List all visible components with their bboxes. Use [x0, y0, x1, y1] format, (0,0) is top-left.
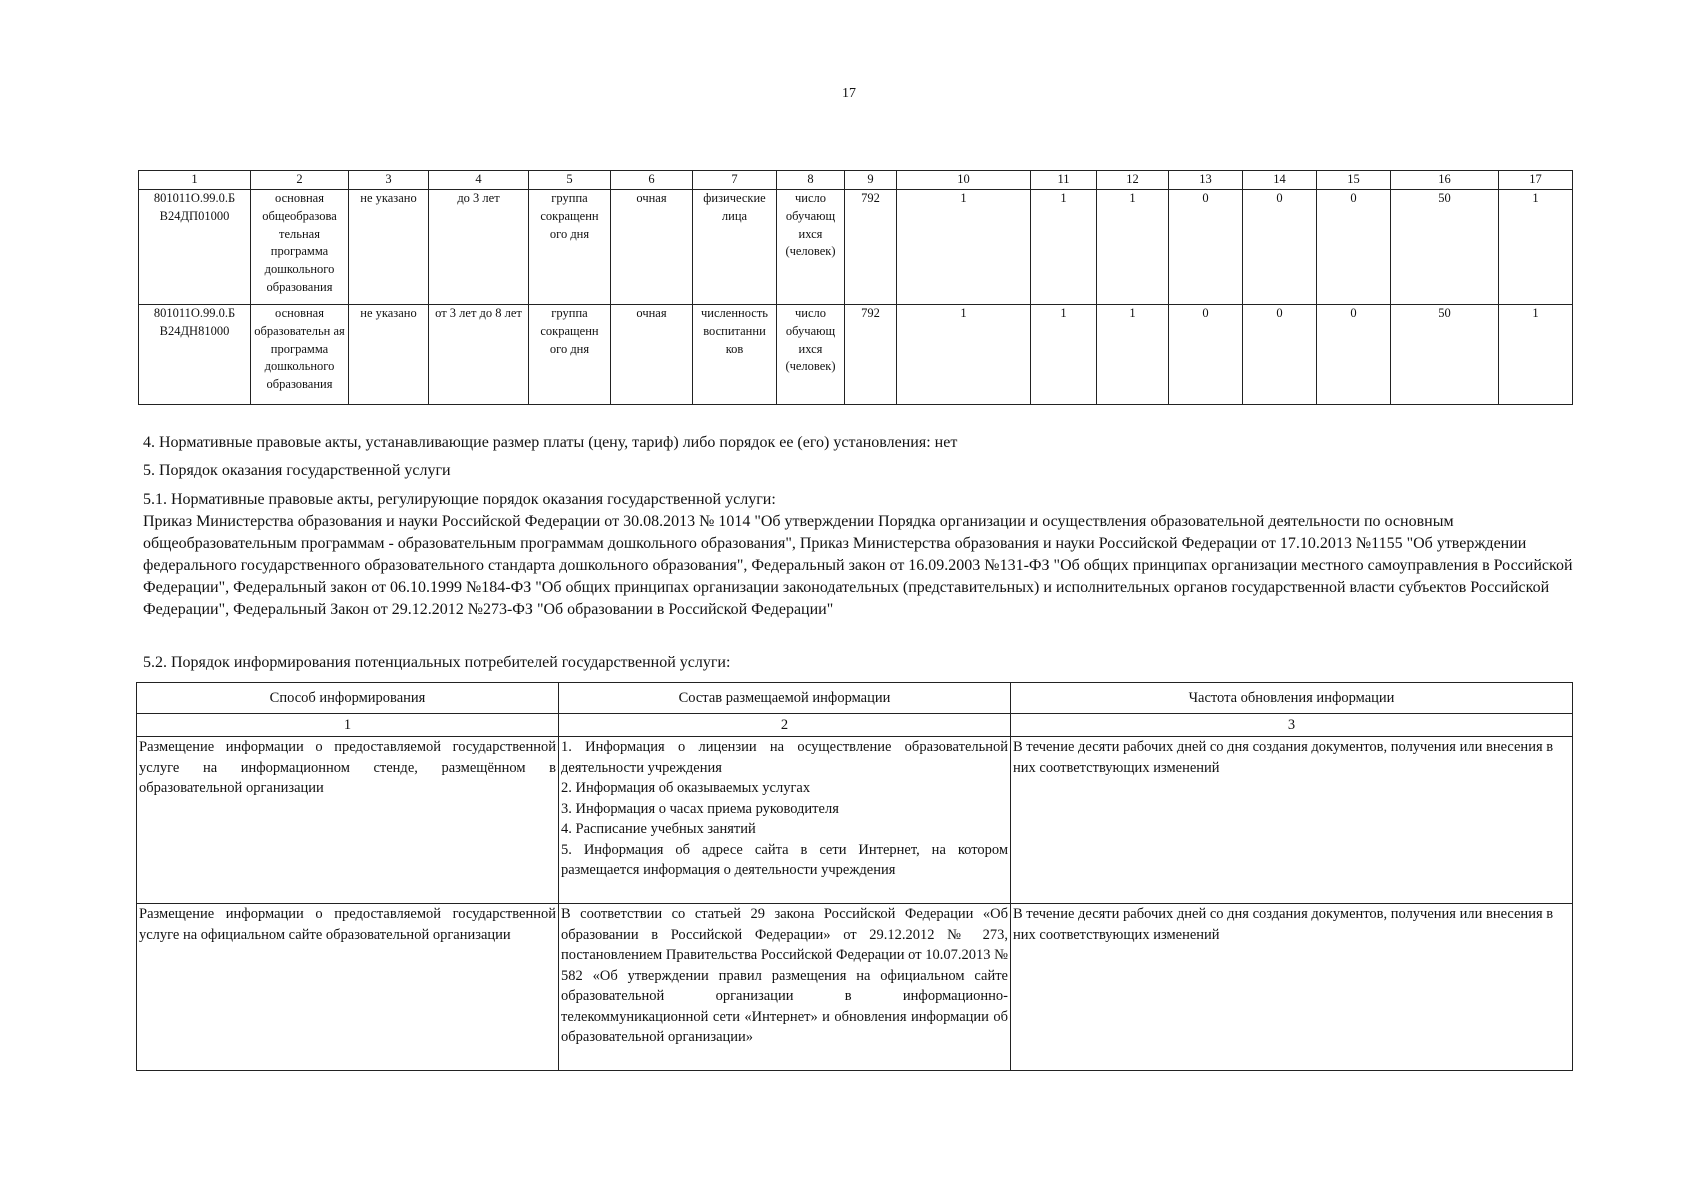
column-number: 1	[137, 714, 559, 737]
column-number: 15	[1317, 171, 1391, 190]
column-number: 2	[251, 171, 349, 190]
table-cell: 0	[1169, 305, 1243, 405]
table-cell: основная общеобразова тельная программа дошкольного образования	[251, 190, 349, 305]
table-cell: 50	[1391, 190, 1499, 305]
table-cell: 1	[1499, 190, 1573, 305]
page-number: 17	[842, 86, 856, 101]
table-cell: не указано	[349, 305, 429, 405]
table-cell: 1	[1031, 305, 1097, 405]
content-line: В соответствии со статьей 29 закона Российской Федерации «Об образовании в Российской Федерации» от 29.12.2012 № 273, постановлением Правительства Российской Федерации от 10.07.2013 № 582 «Об утверждении правил размещения на официальном сайте образовательной организации в информационно-телекоммуникационной сети «Интернет» и обновления информации об образовательной организации»	[561, 906, 1008, 1045]
table-cell: очная	[611, 190, 693, 305]
indicators-table	[138, 170, 1573, 405]
column-number: 16	[1391, 171, 1499, 190]
column-number: 1	[139, 171, 251, 190]
content-line: 1. Информация о лицензии на осуществление образовательной деятельности учреждения	[561, 739, 1008, 776]
table-cell: до 3 лет	[429, 190, 529, 305]
column-number: 11	[1031, 171, 1097, 190]
table-row	[139, 305, 1573, 405]
content-line: 4. Расписание учебных занятий	[561, 821, 756, 837]
column-number: 17	[1499, 171, 1573, 190]
column-number: 10	[897, 171, 1031, 190]
table-cell: 801011О.99.0.Б В24ДН81000	[139, 305, 251, 405]
header-method: Способ информирования	[137, 683, 559, 714]
table-cell: физические лица	[693, 190, 777, 305]
table-cell: 1	[1031, 190, 1097, 305]
table-row	[139, 190, 1573, 305]
table-cell: число обучающ ихся (человек)	[777, 190, 845, 305]
column-number: 7	[693, 171, 777, 190]
table-cell: 0	[1243, 190, 1317, 305]
table-cell: 0	[1243, 305, 1317, 405]
table-cell: от 3 лет до 8 лет	[429, 305, 529, 405]
column-number: 2	[559, 714, 1011, 737]
column-number: 8	[777, 171, 845, 190]
column-number: 9	[845, 171, 897, 190]
table-cell: 801011О.99.0.Б В24ДП01000	[139, 190, 251, 305]
table-cell: 0	[1317, 190, 1391, 305]
frequency-cell: В течение десяти рабочих дней со дня создания документов, получения или внесения в них соответствующих изменений	[1011, 737, 1573, 904]
content-line: 2. Информация об оказываемых услугах	[561, 780, 811, 796]
table-row	[137, 737, 1573, 904]
paragraph-4: 4. Нормативные правовые акты, устанавливающие размер платы (цену, тариф) либо порядок ее (его) установления: нет	[143, 434, 958, 451]
column-number: 4	[429, 171, 529, 190]
table-cell: 792	[845, 305, 897, 405]
method-cell: Размещение информации о предоставляемой государственной услуге на информационном стенде, размещённом в образовательной организации	[137, 737, 559, 904]
table-header-row	[139, 171, 1573, 190]
table-cell: число обучающ ихся (человек)	[777, 305, 845, 405]
table-cell: 1	[897, 305, 1031, 405]
table-cell: основная образовательн ая программа дошкольного образования	[251, 305, 349, 405]
table-cell: группа сокращенн ого дня	[529, 190, 611, 305]
paragraph-5-1: 5.1. Нормативные правовые акты, регулирующие порядок оказания государственной услуги:	[143, 491, 776, 508]
paragraph-5: 5. Порядок оказания государственной услуги	[143, 462, 451, 479]
content-cell	[559, 737, 1011, 904]
table-cell: 1	[1097, 190, 1169, 305]
table-cell: группа сокращенн ого дня	[529, 305, 611, 405]
paragraph-5-2: 5.2. Порядок информирования потенциальных потребителей государственной услуги:	[143, 654, 731, 671]
table-cell: 0	[1317, 305, 1391, 405]
table-number-row	[137, 714, 1573, 737]
informing-table	[136, 682, 1573, 1071]
column-number: 13	[1169, 171, 1243, 190]
table-cell: 0	[1169, 190, 1243, 305]
column-number: 12	[1097, 171, 1169, 190]
header-frequency: Частота обновления информации	[1011, 683, 1573, 714]
content-line: 5. Информация об адресе сайта в сети Интернет, на котором размещается информация о деятельности учреждения	[561, 841, 1008, 878]
header-content: Состав размещаемой информации	[559, 683, 1011, 714]
column-number: 3	[1011, 714, 1573, 737]
table-cell: не указано	[349, 190, 429, 305]
table-row	[137, 904, 1573, 1071]
column-number: 6	[611, 171, 693, 190]
column-number: 3	[349, 171, 429, 190]
frequency-cell: В течение десяти рабочих дней со дня создания документов, получения или внесения в них соответствующих изменений	[1011, 904, 1573, 1071]
table-cell: 1	[1097, 305, 1169, 405]
content-cell	[559, 904, 1011, 1071]
paragraph-5-1-body: Приказ Министерства образования и науки Российской Федерации от 30.08.2013 № 1014 "Об утверждении Порядка организации и осуществления образовательной деятельности по основным общеобразовательным программам - образовательным программам дошкольного образования", Приказ Министерства образования и науки Российской Федерации от 17.10.2013 №1155 "Об утверждении федерального государственного образовательного стандарта дошкольного образования", Федеральный закон от 16.09.2003 №131-ФЗ "Об общих принципах организации местного самоуправления в Российской Федерации", Федеральный закон от 06.10.1999 №184-ФЗ "Об общих принципах организации законодательных (представительных) и исполнительных органов государственной власти субъектов Российской Федерации", Федеральный Закон от 29.12.2012 №273-ФЗ "Об образовании в Российской Федерации"	[143, 513, 1573, 618]
table-cell: 792	[845, 190, 897, 305]
column-number: 14	[1243, 171, 1317, 190]
content-line: 3. Информация о часах приема руководителя	[561, 800, 839, 817]
text-section	[143, 432, 1573, 621]
table-cell: 1	[897, 190, 1031, 305]
column-number: 5	[529, 171, 611, 190]
table-cell: 50	[1391, 305, 1499, 405]
table-header-row	[137, 683, 1573, 714]
table-cell: 1	[1499, 305, 1573, 405]
table-cell: очная	[611, 305, 693, 405]
method-cell: Размещение информации о предоставляемой государственной услуге на официальном сайте образовательной организации	[137, 904, 559, 1071]
table-cell: численность воспитанни ков	[693, 305, 777, 405]
